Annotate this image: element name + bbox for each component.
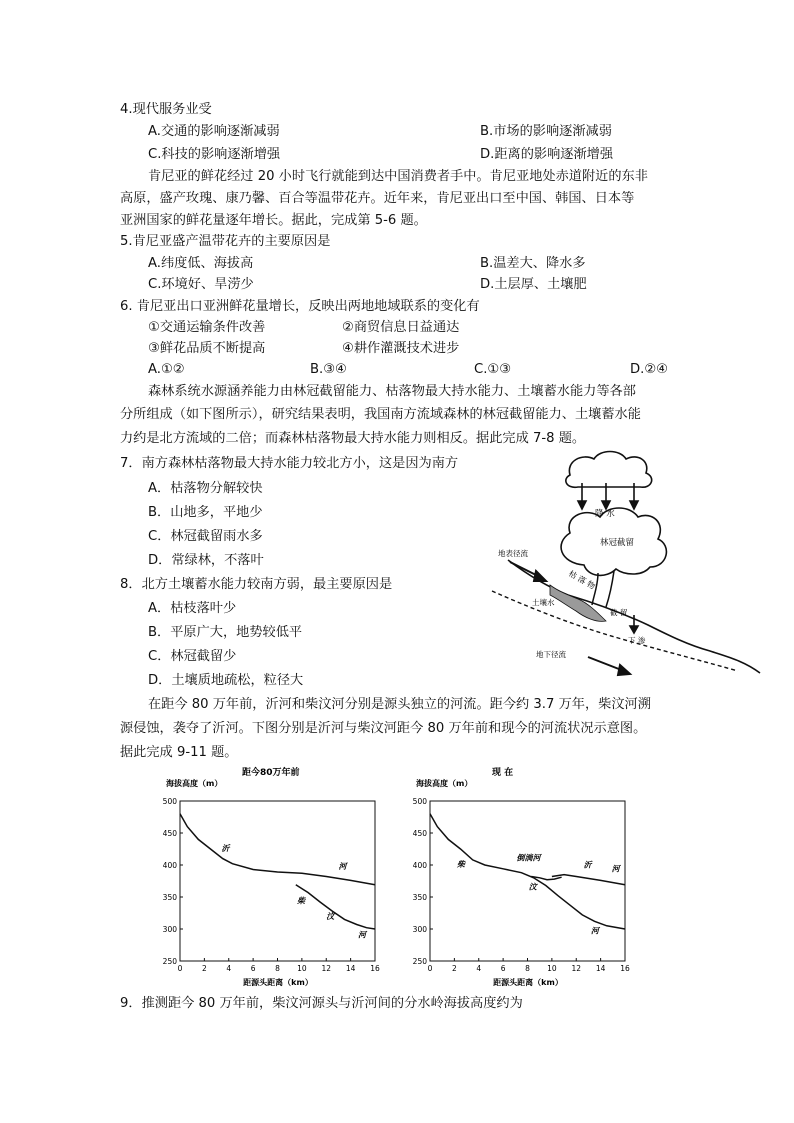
x-tick-label: 14: [595, 964, 606, 973]
q5-option-c: C.环境好、旱涝少: [148, 277, 254, 292]
q6-item-4: ④耕作灌溉技术进步: [342, 341, 460, 356]
y-tick-label: 300: [412, 925, 427, 934]
forest-water-diagram: [488, 445, 770, 685]
y-tick-label: 350: [412, 893, 427, 902]
plot-frame: [430, 801, 625, 961]
x-tick-label: 6: [250, 964, 256, 973]
q5-option-b: B.温差大、降水多: [480, 256, 586, 271]
q4-stem: 4.现代服务业受: [120, 102, 212, 117]
x-tick-label: 14: [345, 964, 356, 973]
y-axis-label: 海拔高度（m）: [166, 779, 223, 788]
label-yi-he: 河: [338, 861, 347, 871]
q4-option-b: B.市场的影响逐渐减弱: [480, 124, 612, 139]
q8-option-b: B．平原广大，地势较低平: [148, 625, 303, 640]
underground-runoff-label: 地下径流: [536, 650, 566, 659]
kenya-para-line2: 高原，盛产玫瑰、康乃馨、百合等温带花卉。近年来，肯尼亚出口至中国、韩国、日本等: [120, 191, 635, 206]
q6-option-a: A.①②: [148, 362, 185, 377]
y-tick-label: 500: [162, 797, 177, 806]
label-chai-he: 河: [357, 930, 366, 940]
canopy-label: 林冠截留: [600, 538, 635, 548]
x-tick-label: 8: [525, 964, 530, 973]
soil-water-label: 土壤水: [532, 598, 555, 607]
q7-option-b: B．山地多，平地少: [148, 505, 263, 520]
q6-item-3: ③鲜花品质不断提高: [148, 341, 266, 356]
y-tick-label: 250: [162, 957, 177, 966]
q6-option-c: C.①③: [474, 362, 512, 377]
x-tick-label: 6: [500, 964, 506, 973]
x-tick-label: 16: [620, 964, 630, 973]
cloud-icon: [566, 452, 652, 488]
x-tick-label: 2: [201, 964, 207, 973]
label-chai: 柴: [297, 896, 305, 906]
label-wen: 汶: [528, 882, 537, 892]
q5-option-a: A.纬度低、海拔高: [148, 256, 254, 271]
q6-item-1: ①交通运输条件改善: [148, 320, 266, 335]
q8-option-c: C．林冠截留少: [148, 649, 237, 664]
chart-title: 现 在: [492, 768, 514, 778]
river-profile-chart-past: [160, 765, 390, 987]
kenya-para-line3: 亚洲国家的鲜花量逐年增长。据此，完成第 5-6 题。: [120, 213, 427, 228]
x-tick-label: 0: [177, 964, 183, 973]
x-tick-label: 2: [451, 964, 457, 973]
x-tick-label: 16: [370, 964, 380, 973]
surface-runoff-arrow: [510, 562, 546, 581]
q7-option-d: D．常绿林，不落叶: [148, 553, 264, 568]
x-tick-label: 12: [321, 964, 332, 973]
river-profile-chart-present: [410, 765, 640, 987]
underground-boundary: [492, 591, 738, 671]
river-para-line2: 源侵蚀，袭夺了沂河。下图分别是沂河与柴汶河距今 80 万年前和现今的河流状况示意图。: [120, 721, 647, 736]
q6-option-d: D.②④: [630, 362, 668, 377]
q8-stem: 8．北方土壤蓄水能力较南方弱，最主要原因是: [120, 577, 393, 592]
x-tick-label: 10: [547, 964, 557, 973]
y-axis-label: 海拔高度（m）: [416, 779, 473, 788]
q9-stem: 9．推测距今 80 万年前，柴汶河源头与沂河间的分水岭海拔高度约为: [120, 996, 523, 1011]
label-chai: 柴: [456, 859, 465, 869]
underground-runoff-arrow: [588, 657, 630, 675]
q6-option-b: B.③④: [310, 362, 347, 377]
x-tick-label: 4: [226, 964, 232, 973]
x-tick-label: 8: [275, 964, 280, 973]
river-para-line3: 据此完成 9-11 题。: [120, 745, 238, 760]
x-axis-label: 距源头距离（km）: [493, 978, 563, 987]
y-tick-label: 450: [412, 829, 427, 838]
label-wen: 汶: [326, 911, 335, 921]
y-tick-label: 400: [162, 861, 177, 870]
y-tick-label: 500: [412, 797, 427, 806]
q5-option-d: D.土层厚、土壤肥: [480, 277, 587, 292]
river-para-line1: 在距今 80 万年前，沂河和柴汶河分别是源头独立的河流。距今约 3.7 万年，柴汶河溯: [148, 697, 651, 712]
q5-stem: 5.肯尼亚盛产温带花卉的主要原因是: [120, 234, 331, 249]
y-tick-label: 350: [162, 893, 177, 902]
q7-option-a: A．枯落物分解较快: [148, 481, 263, 496]
q7-option-c: C．林冠截留雨水多: [148, 529, 263, 544]
series-line-1: [552, 875, 625, 885]
label-daotang: 倒淌河: [516, 853, 541, 863]
forest-para-line2: 分所组成（如下图所示），研究结果表明，我国南方流域森林的林冠截留能力、土壤蓄水能: [120, 407, 641, 422]
series-line-1: [296, 885, 375, 929]
q4-option-c: C.科技的影响逐渐增强: [148, 147, 281, 162]
q8-option-a: A．枯枝落叶少: [148, 601, 237, 616]
x-tick-label: 10: [297, 964, 307, 973]
x-tick-label: 0: [427, 964, 433, 973]
label-yi: 沂: [221, 843, 230, 853]
forest-para-line3: 力约是北方流域的二倍；而森林枯落物最大持水能力则相反。据此完成 7-8 题。: [120, 431, 586, 446]
y-tick-label: 450: [162, 829, 177, 838]
x-axis-label: 距源头距离（km）: [243, 978, 313, 987]
y-tick-label: 300: [162, 925, 177, 934]
label-yi-he: 河: [611, 864, 620, 874]
q6-stem: 6. 肯尼亚出口亚洲鲜花量增长，反映出两地地域联系的变化有: [120, 299, 480, 314]
q7-stem: 7．南方森林枯落物最大持水能力较北方小，这是因为南方: [120, 456, 459, 471]
precip-label: 降 水: [595, 509, 615, 519]
q8-option-d: D．土壤质地疏松，粒径大: [148, 673, 304, 688]
seep-label: 下 渗: [628, 636, 646, 645]
plot-frame: [180, 801, 375, 961]
q4-option-d: D.距离的影响逐渐增强: [480, 147, 614, 162]
label-yi: 沂: [583, 860, 592, 870]
q4-option-a: A.交通的影响逐渐减弱: [148, 124, 280, 139]
forest-para-line1: 森林系统水源涵养能力由林冠截留能力、枯落物最大持水能力、土壤蓄水能力等各部: [148, 384, 636, 399]
surface-runoff-label: 地表径流: [498, 549, 528, 558]
intercept-label: 截 留: [610, 608, 628, 617]
x-tick-label: 12: [571, 964, 582, 973]
y-tick-label: 400: [412, 861, 427, 870]
label-chai-he: 河: [590, 926, 599, 936]
q6-item-2: ②商贸信息日益通达: [342, 320, 460, 335]
series-line-0: [180, 814, 375, 885]
y-tick-label: 250: [412, 957, 427, 966]
kenya-para-line1: 肯尼亚的鲜花经过 20 小时飞行就能到达中国消费者手中。肯尼亚地处赤道附近的东非: [148, 169, 648, 184]
litter-label: 枯 落 物: [567, 568, 597, 592]
litter-layer: [550, 585, 606, 621]
chart-title: 距今80万年前: [242, 768, 300, 778]
series-line-0: [430, 814, 625, 929]
tree-trunk: [592, 571, 614, 607]
x-tick-label: 4: [476, 964, 482, 973]
